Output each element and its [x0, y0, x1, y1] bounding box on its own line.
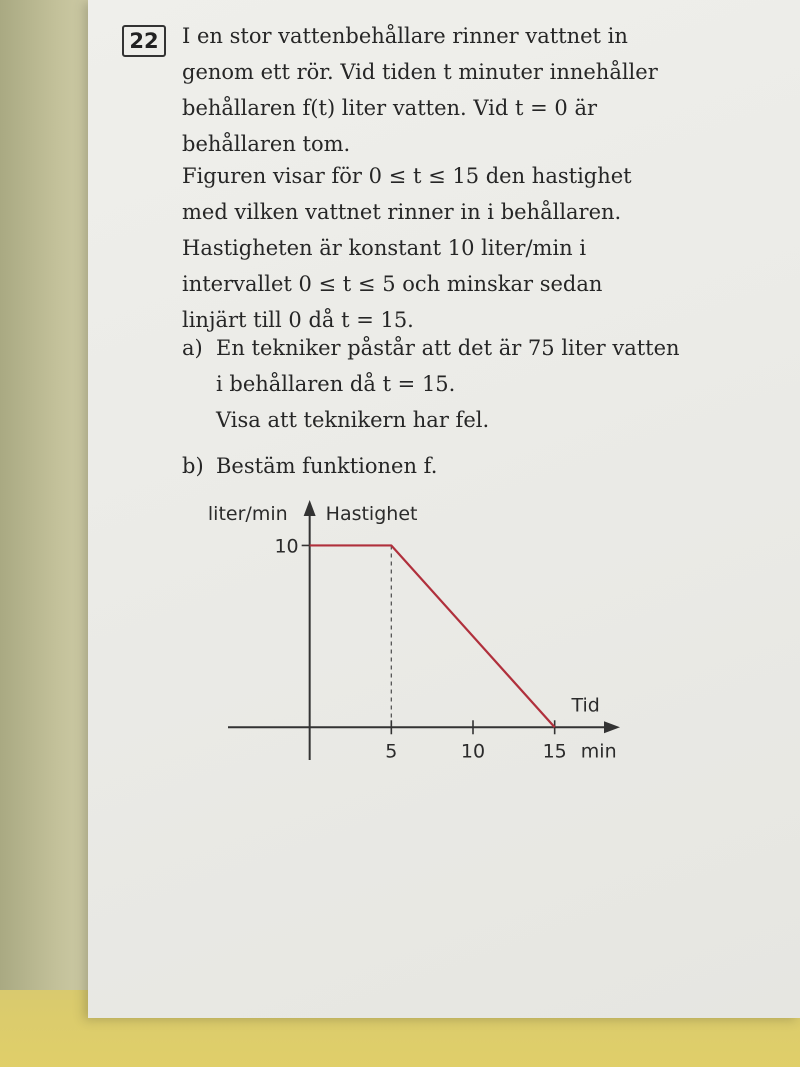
problem-intro	[182, 18, 658, 162]
description-line: med vilken vattnet rinner in i behållaren.	[182, 200, 622, 224]
part-a	[182, 330, 680, 438]
y-tick-label: 10	[274, 535, 299, 558]
part-b-text: Bestäm funktionen f.	[216, 454, 438, 478]
x-tick-label: 15	[542, 740, 567, 763]
part-a-line: i behållaren då t = 15.	[216, 372, 456, 396]
intro-line: behållaren f(t) liter vatten. Vid t = 0 är	[182, 96, 597, 120]
velocity-chart	[200, 488, 620, 768]
problem-description	[182, 158, 632, 338]
y-axis-label: liter/min	[207, 503, 288, 525]
problem-number-badge: 22	[122, 25, 166, 57]
chart-title: Hastighet	[325, 503, 418, 525]
part-a-line: En tekniker påstår att det är 75 liter vatten	[216, 336, 680, 360]
description-line: Hastigheten är konstant 10 liter/min i	[182, 236, 587, 260]
x-axis-arrow-icon	[604, 721, 620, 733]
description-line: linjärt till 0 då t = 15.	[182, 308, 414, 332]
part-b-label: b)	[182, 454, 204, 478]
description-line: intervallet 0 ≤ t ≤ 5 och minskar sedan	[182, 272, 603, 296]
velocity-series-line	[310, 545, 555, 727]
book-binding-left	[0, 0, 95, 1067]
x-axis-label: Tid	[571, 694, 600, 717]
x-axis-unit: min	[580, 740, 617, 763]
part-a-line: Visa att teknikern har fel.	[216, 408, 490, 432]
intro-line: I en stor vattenbehållare rinner vattnet in	[182, 24, 628, 48]
x-tick-label: 10	[460, 740, 486, 763]
intro-line: genom ett rör. Vid tiden t minuter innehåller	[182, 60, 658, 84]
description-line: Figuren visar för 0 ≤ t ≤ 15 den hastighet	[182, 164, 632, 188]
part-b	[182, 448, 437, 484]
part-a-label: a)	[182, 336, 203, 360]
intro-line: behållaren tom.	[182, 132, 351, 156]
y-axis-arrow-icon	[304, 500, 316, 516]
x-tick-label: 5	[385, 740, 398, 763]
